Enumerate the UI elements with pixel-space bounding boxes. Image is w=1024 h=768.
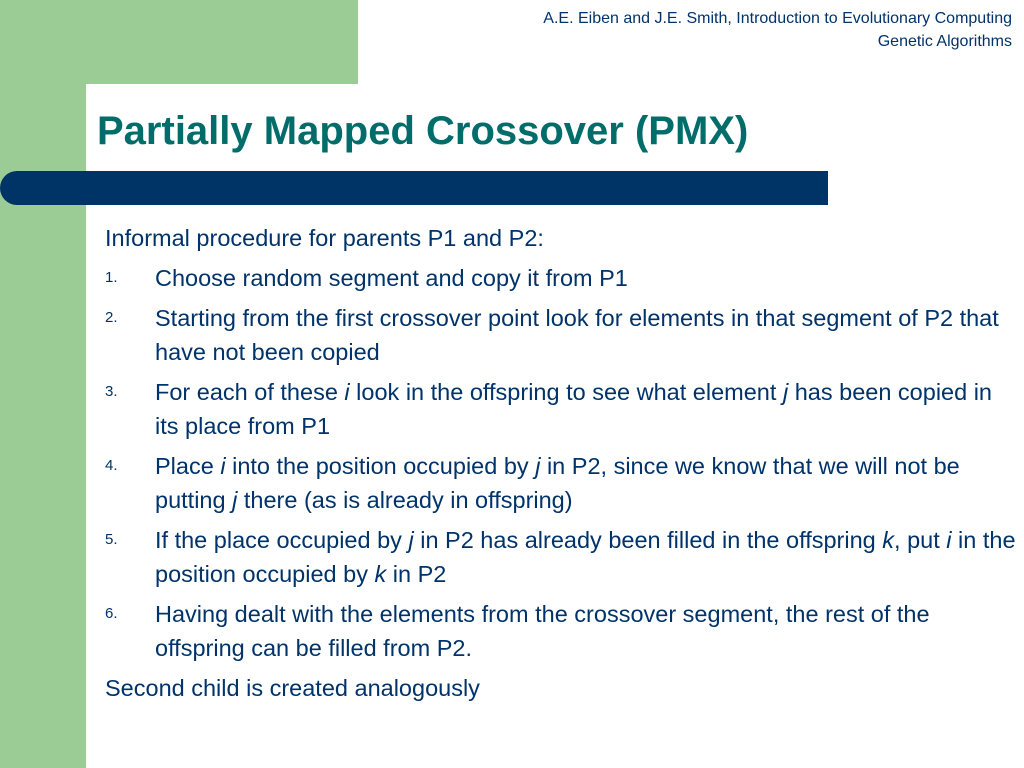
procedure-step (105, 301, 1020, 369)
step-text: If the place occupied by (155, 527, 409, 553)
variable-j: j (232, 487, 238, 513)
procedure-step (105, 261, 1020, 295)
variable-j: j (782, 379, 789, 405)
procedure-step (105, 597, 1020, 665)
outro-text: Second child is created analogously (105, 675, 480, 701)
variable-k: k (374, 561, 387, 587)
step-text: look in the offspring to see what element (349, 379, 783, 405)
course-header-line2: Genetic Algorithms (877, 33, 1012, 50)
green-side-band (0, 0, 86, 768)
step-text: in P2, since we know that we will not be putting (155, 453, 960, 513)
step-text: Place (155, 453, 221, 479)
step-text: Choose random segment and copy it from P1 (155, 265, 628, 291)
step-text: in P2 has already been filled in the offspring (413, 527, 883, 553)
step-text: , put (894, 527, 947, 553)
intro-text: Informal procedure for parents P1 and P2: (105, 225, 544, 251)
green-top-band (0, 0, 358, 84)
procedure-step (105, 375, 1020, 443)
step-text: Having dealt with the elements from the crossover segment, the rest of the offspring can be filled from P2. (155, 601, 930, 661)
course-header (543, 7, 1012, 53)
procedure-step (105, 523, 1020, 591)
procedure-list (105, 261, 1020, 665)
step-text: there (as is already in offspring) (237, 487, 573, 513)
step-text: in the position occupied by (155, 527, 1016, 587)
variable-j: j (535, 453, 541, 479)
variable-k: k (882, 527, 895, 553)
step-text: has been copied in its place from P1 (155, 379, 992, 439)
course-header-line1: A.E. Eiben and J.E. Smith, Introduction to Evolutionary Computing (543, 10, 1012, 27)
step-number: 1. (105, 269, 118, 286)
procedure-step (105, 449, 1020, 517)
title-underline-bar (0, 171, 828, 205)
step-number: 6. (105, 605, 118, 622)
variable-j: j (408, 527, 414, 553)
step-text: in P2 (386, 561, 447, 587)
variable-i: i (220, 453, 226, 479)
step-text: Starting from the first crossover point look for elements in that segment of P2 that have not been copied (155, 305, 999, 365)
step-text: into the position occupied by (225, 453, 536, 479)
step-number: 3. (105, 383, 118, 400)
variable-i: i (344, 379, 350, 405)
step-number: 2. (105, 309, 118, 326)
variable-i: i (946, 527, 952, 553)
step-text: For each of these (155, 379, 345, 405)
step-number: 5. (105, 531, 118, 548)
step-number: 4. (105, 457, 118, 474)
slide-body (105, 221, 1020, 711)
slide-title: Partially Mapped Crossover (PMX) (97, 109, 749, 153)
